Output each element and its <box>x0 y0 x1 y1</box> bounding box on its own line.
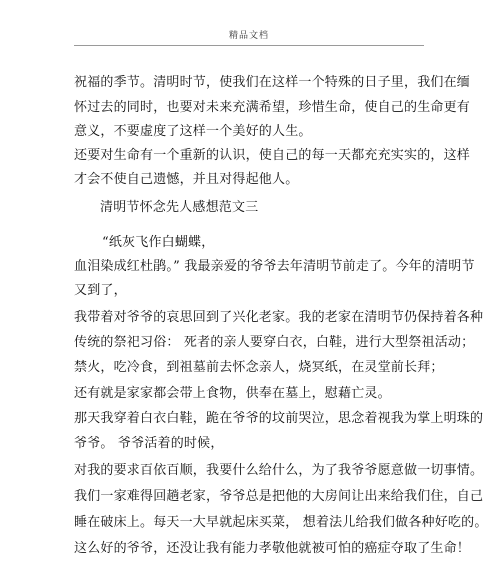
page-header: 精品文档 <box>228 31 269 41</box>
body-line: 又到了， <box>74 283 127 298</box>
body-line: 血泪染成红杜鹃。” 我最亲爱的爷爷去年清明节前走了。今年的清明节 <box>74 259 475 274</box>
body-line: 禁火，吃冷食，到祖墓前去怀念亲人，烧冥纸，在灵堂前长拜； <box>74 360 444 375</box>
quote-line: “纸灰飞作白蝴蝶， <box>102 235 215 250</box>
body-line: 爷爷。 爷爷活着的时候， <box>74 436 224 451</box>
header-divider <box>74 45 424 46</box>
section-heading: 清明节怀念先人感想范文三 <box>100 200 259 215</box>
body-line: 还有就是家家都会带上食物，供奉在墓上，慰藉亡灵。 <box>74 386 391 401</box>
body-line: 祝福的季节。清明时节，使我们在这样一个特殊的日子里，我们在缅 <box>74 75 471 90</box>
body-line: 传统的祭祀习俗： 死者的亲人要穿白衣，白鞋，进行大型祭祖活动； <box>74 335 475 350</box>
body-line: 才会不使自己遗憾，并且对得起他人。 <box>74 172 299 187</box>
body-line: 睡在破床上。每天一大早就起床买菜， 想着法儿给我们做各种好吃的。 <box>74 515 488 530</box>
body-line: 还要对生命有一个重新的认识，使自己的每一天都充充实实的，这样 <box>74 148 471 163</box>
body-line: 对我的要求百依百顺，我要什么给什么，为了我爷爷愿意做一切事情。 <box>74 463 484 478</box>
body-line: 我带着对爷爷的哀思回到了兴化老家。我的老家在清明节仍保持着各种 <box>74 310 484 325</box>
body-line: 这么好的爷爷，还没让我有能力孝敬他就被可怕的癌症夺取了生命！ <box>74 541 471 556</box>
body-line: 我们一家难得回趟老家，爷爷总是把他的大房间让出来给我们住，自己 <box>74 489 484 504</box>
body-line: 那天我穿着白衣白鞋，跪在爷爷的坟前哭泣，思念着视我为掌上明珠的 <box>74 411 484 426</box>
body-line: 意义，不要虚度了这样一个美好的人生。 <box>74 124 312 139</box>
body-line: 怀过去的同时，也要对未来充满希望，珍惜生命，使自己的生命更有 <box>74 100 471 115</box>
